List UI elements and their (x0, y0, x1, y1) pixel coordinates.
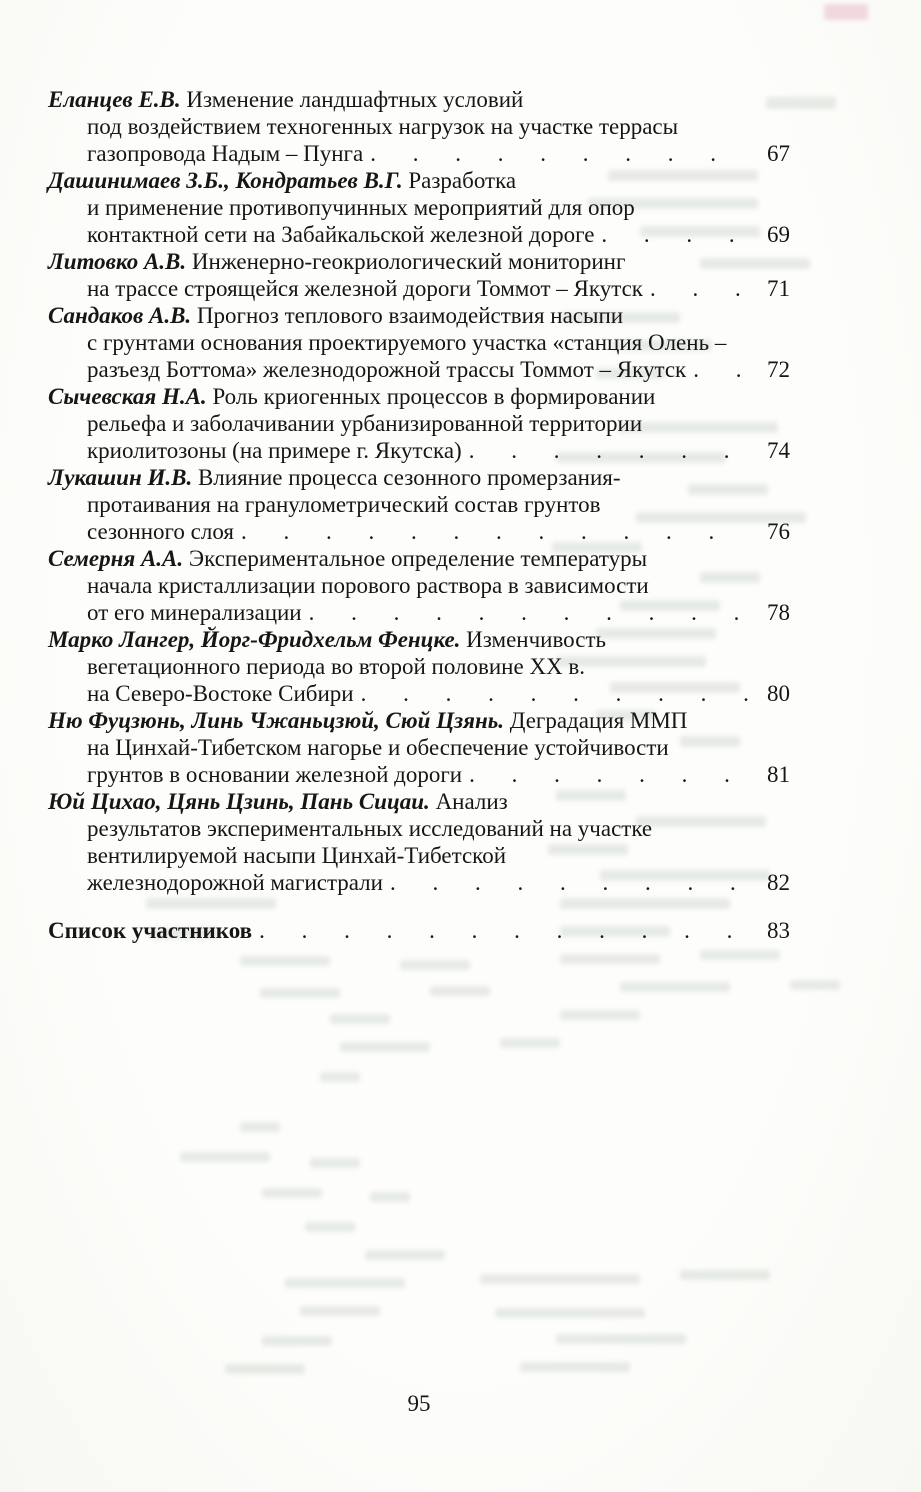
toc-entry (48, 167, 790, 248)
toc-title-segment: Роль криогенных процессов в формировании (212, 384, 656, 409)
toc-entry (48, 302, 790, 383)
toc-line-text (48, 627, 606, 652)
toc-authors: Сандаков А.В. (48, 303, 192, 328)
toc-title-segment: от его минерализации (87, 600, 302, 625)
bleed-through-ghost (556, 1334, 686, 1344)
toc-line-text (48, 168, 516, 193)
dot-leader (370, 140, 750, 167)
bleed-through-ghost (370, 1192, 410, 1202)
bleed-through-ghost (520, 1362, 630, 1372)
toc-title-segment: разъезд Боттома» железнодорожной трассы Томмот – Якутск (87, 357, 687, 382)
toc-line (48, 626, 790, 653)
bleed-through-ghost (495, 1308, 645, 1318)
toc-line (48, 734, 790, 761)
toc-title-segment: на трассе строящейся железной дороги Томмот – Якутск (87, 276, 643, 301)
page-number: 95 (407, 1391, 431, 1416)
toc-authors: Сычевская Н.А. (48, 384, 207, 409)
toc-line (48, 491, 790, 518)
bleed-through-ghost (340, 1042, 430, 1052)
toc-page-ref: 76 (767, 519, 790, 544)
bleed-through-ghost (260, 988, 340, 998)
toc-page-ref: 74 (767, 438, 790, 463)
toc-line (48, 221, 790, 248)
toc-line (48, 815, 790, 842)
toc-title-segment: Инженерно-геокриологический мониторинг (191, 249, 626, 274)
bleed-through-ghost (305, 1222, 355, 1232)
toc-line-text (48, 917, 252, 944)
toc-line-text (48, 465, 621, 490)
toc-title-segment: начала кристаллизации порового раствора в зависимости (87, 573, 649, 598)
toc-title-segment: на Цинхай-Тибетском нагорье и обеспечение устойчивости (87, 735, 669, 760)
toc-title-segment: грунтов в основании железной дороги (87, 762, 463, 787)
bleed-through-ghost (790, 980, 840, 990)
toc-title-segment: протаивания на гранулометрический состав грунтов (87, 492, 601, 517)
toc-authors: Юй Цихао, Цянь Цзинь, Пань Сицаи. (48, 789, 430, 814)
toc-title-segment: Прогноз теплового взаимодействия насыпи (196, 303, 624, 328)
bleed-through-ghost (365, 1250, 445, 1260)
toc-line (48, 410, 790, 437)
toc-authors: Литовко А.В. (48, 249, 187, 274)
toc-title-segment: вентилируемой насыпи Цинхай-Тибетской (87, 843, 506, 868)
toc-line-text (48, 249, 625, 274)
toc-line-text (48, 546, 647, 571)
bleed-through-ghost (620, 982, 730, 992)
toc-entry (48, 626, 790, 707)
toc-page-ref: 71 (767, 276, 790, 301)
toc-title-segment: газопровода Надым – Пунга (87, 141, 364, 166)
toc-line (48, 572, 790, 599)
toc-title-segment: на Северо-Востоке Сибири (87, 681, 354, 706)
dot-leader (469, 761, 750, 788)
toc-line (48, 329, 790, 356)
dot-leader (601, 221, 750, 248)
toc-line (48, 194, 790, 221)
toc-authors: Марко Лангер, Йорг-Фридхельм Фенцке. (48, 627, 461, 652)
dot-leader (390, 869, 750, 896)
toc-title-segment: Экспериментальное определение температуры (188, 546, 648, 571)
toc-page-ref: 72 (767, 357, 790, 382)
bleed-through-ghost (240, 1122, 280, 1132)
toc-page-ref: 83 (767, 918, 790, 943)
toc-line (48, 653, 790, 680)
toc-entry (48, 86, 790, 167)
dot-leader (650, 275, 750, 302)
toc-line (48, 464, 790, 491)
bleed-through-ghost (180, 1152, 270, 1162)
toc-title-segment: Деградация ММП (509, 708, 688, 733)
toc-line (48, 86, 790, 113)
toc-line (48, 917, 790, 944)
toc-entry (48, 917, 790, 944)
bleed-through-ghost (225, 1364, 305, 1374)
bleed-through-ghost (330, 1014, 390, 1024)
toc-line (48, 707, 790, 734)
toc-title-segment: Разработка (408, 168, 517, 193)
toc-title-segment: вегетационного периода во второй половине XX в. (87, 654, 586, 679)
bleed-through-ghost (480, 1274, 640, 1284)
toc-line (48, 761, 790, 788)
toc-line (48, 140, 790, 167)
toc-page-ref: 81 (767, 762, 790, 787)
dot-leader (469, 437, 750, 464)
toc-line-text (48, 87, 523, 112)
bleed-through-ghost (500, 1038, 560, 1048)
toc-title-segment: Анализ (435, 789, 508, 814)
toc-line-text (48, 708, 687, 733)
bleed-through-ghost (400, 960, 470, 970)
bleed-through-ghost (300, 1306, 380, 1316)
toc-title-segment: железнодорожной магистрали (87, 870, 383, 895)
toc-title-segment: контактной сети на Забайкальской железной дороге (87, 222, 595, 247)
toc-line (48, 383, 790, 410)
bleed-through-ghost (262, 1188, 322, 1198)
toc-entry (48, 248, 790, 302)
toc-title-segment: и применение противопучинных мероприятий для опор (87, 195, 635, 220)
bleed-through-ghost (320, 1072, 360, 1082)
toc-line (48, 680, 790, 707)
toc-line (48, 869, 790, 896)
toc-entry (48, 545, 790, 626)
toc-authors: Еланцев Е.В. (48, 87, 181, 112)
toc-entry (48, 707, 790, 788)
toc-line-text (48, 303, 623, 328)
toc-title-segment: результатов экспериментальных исследований на участке (87, 816, 653, 841)
bleed-through-ghost (285, 1278, 405, 1288)
toc-authors: Дашинимаев З.Б., Кондратьев В.Г. (48, 168, 403, 193)
toc-line (48, 599, 790, 626)
toc-line (48, 167, 790, 194)
bleed-through-ghost (262, 1336, 332, 1346)
toc-line (48, 788, 790, 815)
toc-title-segment: криолитозоны (на примере г. Якутска) (87, 438, 462, 463)
toc-title-segment: Влияние процесса сезонного промерзания- (197, 465, 621, 490)
dot-leader (693, 356, 750, 383)
toc-line-text (48, 384, 655, 409)
toc-entry (48, 464, 790, 545)
toc-title-segment: с грунтами основания проектируемого участка «станция Олень – (87, 330, 727, 355)
toc-authors: Семерня А.А. (48, 546, 184, 571)
toc-line (48, 248, 790, 275)
toc-page-ref: 69 (767, 222, 790, 247)
toc-authors: Ню Фуцзюнь, Линь Чжаньцзюй, Сюй Цзянь. (48, 708, 504, 733)
toc-authors: Список участников (48, 918, 253, 943)
toc-entry (48, 788, 790, 896)
toc-page-ref: 78 (767, 600, 790, 625)
dot-leader (259, 917, 750, 944)
toc-page-ref: 80 (767, 681, 790, 706)
bleed-through-ghost (240, 956, 330, 966)
toc-page-ref: 82 (767, 870, 790, 895)
toc-line (48, 356, 790, 383)
bleed-through-ghost (560, 954, 660, 964)
bleed-through-ghost (430, 986, 490, 996)
toc-line (48, 545, 790, 572)
toc-line (48, 275, 790, 302)
toc-line (48, 437, 790, 464)
toc-line (48, 518, 790, 545)
bleed-through-ghost (310, 1158, 360, 1168)
toc-page-ref: 67 (767, 141, 790, 166)
toc-line (48, 302, 790, 329)
toc-title-segment: рельефа и заболачивании урбанизированной территории (87, 411, 643, 436)
toc-title-segment: сезонного слоя (87, 519, 234, 544)
toc-authors: Лукашин И.В. (48, 465, 193, 490)
toc-title-segment: под воздействием техногенных нагрузок на участке террасы (87, 114, 679, 139)
bleed-through-ghost (680, 1270, 770, 1280)
toc-title-segment: Изменчивость (466, 627, 606, 652)
bleed-through-ghost (700, 950, 780, 960)
scan-smudge (824, 4, 868, 20)
bleed-through-ghost (560, 1010, 640, 1020)
toc-title-segment: Изменение ландшафтных условий (186, 87, 524, 112)
toc-list (48, 86, 790, 944)
toc-entry (48, 383, 790, 464)
dot-leader (309, 599, 750, 626)
toc-line-text (48, 789, 508, 814)
dot-leader (361, 680, 750, 707)
toc-line (48, 842, 790, 869)
toc-line (48, 113, 790, 140)
dot-leader (241, 518, 750, 545)
